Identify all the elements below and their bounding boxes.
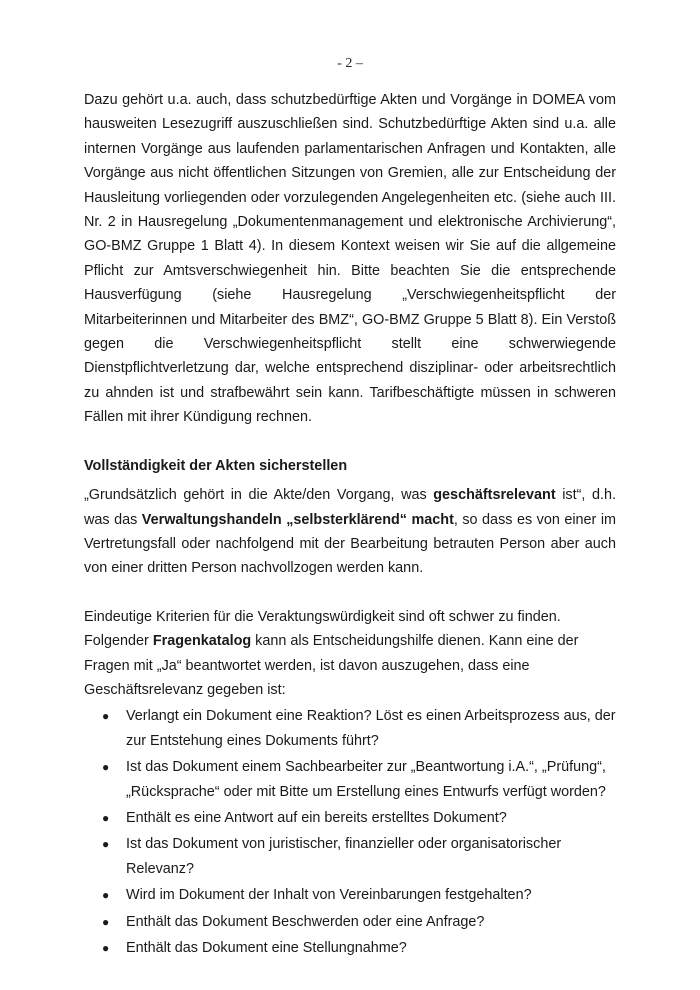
bullet-icon: ● xyxy=(102,941,110,955)
quote-text-2: ist“, d.h. was das xyxy=(84,487,617,528)
criteria-text-2: kann als Entscheidungshilfe dienen. Kann eine der Fragen mit „Ja“ beantwortet werden, ist davon auszugehen, dass eine Geschäftsrelevanz gegeben ist: xyxy=(84,633,579,698)
list-item-text: Verlangt ein Dokument eine Reaktion? Löst es einen Arbeitsprozess aus, der zur Entstehung eines Dokuments führt? xyxy=(126,708,616,749)
criteria-text-1: Folgender xyxy=(84,633,153,650)
quote-bold-2: Verwaltungshandeln „selbsterklärend“ macht xyxy=(141,511,454,528)
list-item xyxy=(84,755,616,804)
relevance-definition-paragraph xyxy=(84,483,616,581)
list-item-text: Enthält das Dokument Beschwerden oder eine Anfrage? xyxy=(126,913,485,930)
quote-text-1: „Grundsätzlich gehört in die Akte/den Vorgang, was xyxy=(84,487,434,504)
list-item-text: Enthält es eine Antwort auf ein bereits erstelltes Dokument? xyxy=(126,809,507,826)
list-item-text: Enthält das Dokument eine Stellungnahme? xyxy=(126,940,407,956)
bullet-icon: ● xyxy=(102,810,110,825)
document-body xyxy=(84,88,616,960)
bullet-icon: ● xyxy=(102,760,110,775)
list-item xyxy=(84,832,616,881)
page-number: - 2 – xyxy=(337,56,363,71)
list-item xyxy=(84,936,616,960)
quote-text-3: , so dass es von einer im Vertretungsfall oder nachfolgend mit der Bearbeitung betrauten Person aber auch von einer dritten Person nachvollzogen werden kann. xyxy=(84,511,617,577)
section-heading: Vollständigkeit der Akten sicherstellen xyxy=(84,457,348,474)
question-list xyxy=(84,704,616,960)
criteria-line-1: Eindeutige Kriterien für die Veraktungswürdigkeit sind oft schwer zu finden. xyxy=(84,608,561,625)
list-item xyxy=(84,704,616,753)
list-item xyxy=(84,910,616,934)
list-item-text: Ist das Dokument von juristischer, finanzieller oder organisatorischer Relevanz? xyxy=(126,836,562,877)
criteria-bold: Fragenkatalog xyxy=(152,633,252,650)
list-item-text: Wird im Dokument der Inhalt von Vereinbarungen festgehalten? xyxy=(126,887,532,904)
bullet-icon: ● xyxy=(102,709,110,724)
list-item xyxy=(84,883,616,907)
confidentiality-paragraph: Dazu gehört u.a. auch, dass schutzbedürftige Akten und Vorgänge in DOMEA vom hausweiten Lesezugriff auszuschließen sind. Schutzbedürftige Akten sind u.a. alle internen Vorgänge aus laufenden parlamentarischen Anfragen und Kontakten, alle Vorgänge aus nicht öffentlichen Sitzungen von Gremien, alle zur Entscheidung der Hausleitung vorliegenden oder vorzulegenden Angelegenheiten etc. (siehe auch III. Nr. 2 in Hausregelung „Dokumentenmanagement und elektronische Archivierung“, GO-BMZ Gruppe 1 Blatt 4). In diesem Kontext weisen wir Sie auf die allgemeine Pflicht zur Amtsverschwiegenheit hin. Bitte beachten Sie die entsprechende Hausverfügung (siehe Hausregelung „Verschwiegenheitspflicht der Mitarbeiterinnen und Mitarbeiter des BMZ“, GO-BMZ Gruppe 5 Blatt 8). Ein Verstoß gegen die Verschwiegenheitspflicht stellt eine schwerwiegende Dienstpflichtverletzung dar, welche entsprechend disziplinar- oder arbeitsrechtlich zu ahnden ist und strafbewährt sein kann. Tarifbeschäftigte müssen in schweren Fällen mit ihrer Kündigung rechnen. xyxy=(84,92,616,426)
list-item-text: Ist das Dokument einem Sachbearbeiter zur „Beantwortung i.A.“, „Prüfung“, „Rücksprache“ oder mit Bitte um Erstellung eines Entwurfs verfügt worden? xyxy=(126,759,606,800)
list-item xyxy=(84,806,616,830)
bullet-icon: ● xyxy=(102,837,110,852)
quote-bold-1: geschäftsrelevant xyxy=(433,487,556,504)
bullet-icon: ● xyxy=(102,914,110,929)
bullet-icon: ● xyxy=(102,888,110,903)
criteria-paragraph xyxy=(84,605,616,703)
